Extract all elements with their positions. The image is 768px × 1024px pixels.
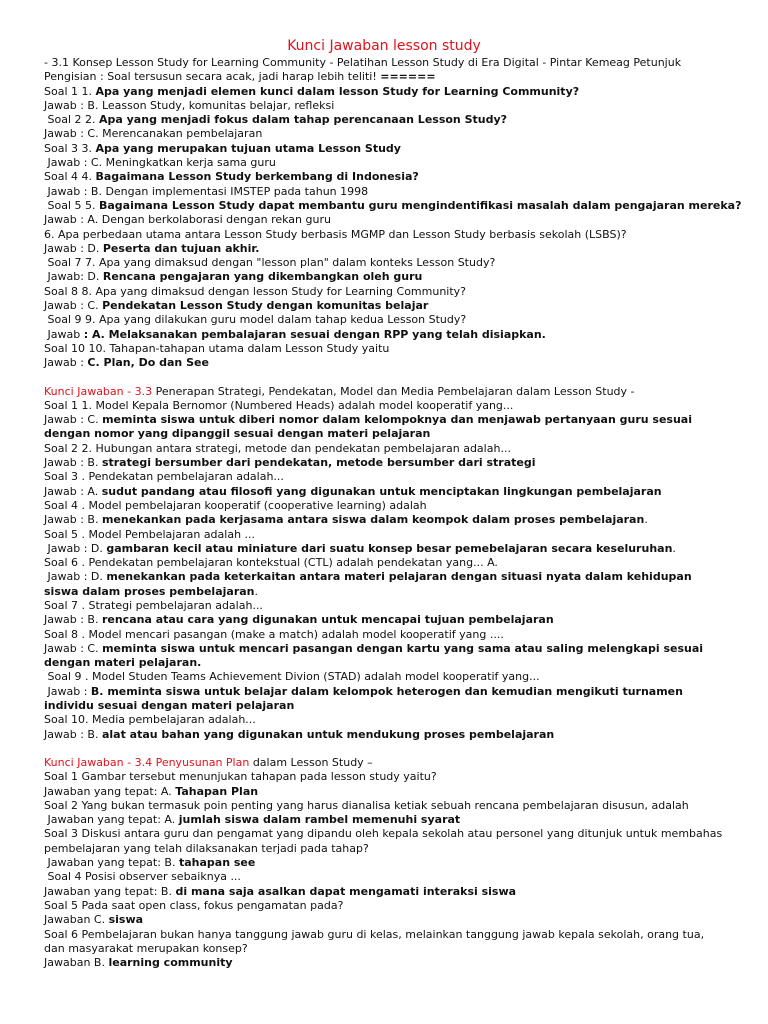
answer: Jawab : B. strategi bersumber dari pendekatan, metode bersumber dari strategi <box>44 456 536 470</box>
question: Soal 1 Gambar tersebut menunjukan tahapan pada lesson study yaitu? <box>44 770 437 784</box>
intro-line: Pengisian : Soal tersusun secara acak, jadi harap lebih teliti! ====== <box>44 70 436 84</box>
section-3-1 <box>44 56 742 371</box>
answer: Jawaban yang tepat: A. jumlah siswa dalam rambel memenuhi syarat <box>47 813 461 827</box>
answer: Jawab : C. Plan, Do dan See <box>44 356 209 370</box>
answer: Jawab : B. meminta siswa untuk belajar dalam kelompok heterogen dan kemudian mengikuti turnamen individu sesuai dengan materi pelajaran <box>44 684 683 713</box>
answer: Jawaban yang tepat: B. di mana saja asalkan dapat mengamati interaksi siswa <box>44 884 517 898</box>
section-3-4 <box>44 756 724 970</box>
question: Soal 3 Diskusi antara guru dan pengamat yang dipandu oleh kepala sekolah atau personel yang ditunjuk untuk membahas pembelajaran yang telah dilaksanakan terjadi pada tahap? <box>44 827 723 855</box>
question: Soal 8 . Model mencari pasangan (make a match) adalah model kooperatif yang .... <box>44 627 504 641</box>
question: Soal 2 2. Hubungan antara strategi, metode dan pendekatan pembelajaran adalah... <box>44 441 511 455</box>
question: Soal 7 7. Apa yang dimaksud dengan "lesson plan" dalam konteks Lesson Study? <box>47 256 496 270</box>
answer: Jawab : A. Dengan berkolaborasi dengan rekan guru <box>44 213 331 227</box>
question: Soal 10 10. Tahapan-tahapan utama dalam Lesson Study yaitu <box>44 341 390 355</box>
answer: Jawab: D. Rencana pengajaran yang dikembangkan oleh guru <box>47 270 423 284</box>
question: Soal 2 Yang bukan termasuk poin penting yang harus dianalisa ketiak sebuah rencana pembelajaran disusun, adalah <box>44 798 689 812</box>
question: Soal 1 1. Model Kepala Bernomor (Numbered Heads) adalah model kooperatif yang... <box>44 398 514 412</box>
answer: Jawab : B. menekankan pada kerjasama antara siswa dalam keompok dalam proses pembelajaran. <box>44 513 648 527</box>
answer: Jawab : D. Peserta dan tujuan akhir. <box>44 241 260 255</box>
answer: Jawaban B. learning community <box>44 956 233 970</box>
answer: Jawaban C. siswa <box>44 913 144 927</box>
question: Soal 4 4. Bagaimana Lesson Study berkembang di Indonesia? <box>44 170 419 184</box>
question: Soal 5 . Model Pembelajaran adalah ... <box>44 527 256 541</box>
answer: Jawab : D. gambaran kecil atau miniature dari suatu konsep besar pemebelajaran secara keseluruhan. <box>47 541 676 555</box>
answer: Jawab : C. Merencanakan pembelajaran <box>44 127 263 141</box>
intro-line: - 3.1 Konsep Lesson Study for Learning Community - Pelatihan Lesson Study di Era Digital - Pintar Kemeag Petunjuk <box>44 56 682 69</box>
section-3-3 <box>44 385 724 742</box>
question: Soal 5 5. Bagaimana Lesson Study dapat membantu guru mengindentifikasi masalah dalam pengajaran mereka? <box>47 198 742 212</box>
answer: Jawab : C. meminta siswa untuk diberi nomor dalam kelompoknya dan menjawab pertanyaan guru sesuai dengan nomor yang dipanggil sesuai dengan materi pelajaran <box>44 413 692 441</box>
answer: Jawaban yang tepat: A. Tahapan Plan <box>44 784 259 798</box>
question: Soal 9 . Model Studen Teams Achievement Divion (STAD) adalah model kooperatif yang... <box>47 670 540 684</box>
question: Soal 2 2. Apa yang menjadi fokus dalam tahap perencanaan Lesson Study? <box>47 113 508 127</box>
answer: Jawab : B. rencana atau cara yang digunakan untuk mencapai tujuan pembelajaran <box>44 613 554 627</box>
question: Soal 6 . Pendekatan pembelajaran kontekstual (CTL) adalah pendekatan yang... A. <box>44 556 498 570</box>
answer: Jawab : C. Pendekatan Lesson Study dengan komunitas belajar <box>44 299 429 313</box>
question: Soal 3 3. Apa yang merupakan tujuan utama Lesson Study <box>44 141 401 155</box>
question: Soal 4 Posisi observer sebaiknya ... <box>47 870 241 884</box>
answer: Jawab : B. alat atau bahan yang digunakan untuk mendukung proses pembelajaran <box>44 727 555 741</box>
answer: Jawab : B. Dengan implementasi IMSTEP pada tahun 1998 <box>47 184 369 198</box>
answer: Jawab : D. menekankan pada keterkaitan antara materi pelajaran dengan situasi nyata dalam kehidupan siswa dalam proses pembelajaran. <box>44 570 692 598</box>
question: Soal 9 9. Apa yang dilakukan guru model dalam tahap kedua Lesson Study? <box>47 313 467 327</box>
question: Soal 1 1. Apa yang menjadi elemen kunci dalam lesson Study for Learning Community? <box>44 84 580 98</box>
question: Soal 5 Pada saat open class, fokus pengamatan pada? <box>44 898 344 912</box>
section-heading: Kunci Jawaban - 3.3 Penerapan Strategi, Pendekatan, Model dan Media Pembelajaran dalam Lesson Study - <box>44 384 635 398</box>
answer: Jawab : A. sudut pandang atau filosofi yang digunakan untuk menciptakan lingkungan pembelajaran <box>44 484 662 498</box>
answer: Jawaban yang tepat: B. tahapan see <box>47 856 256 870</box>
answer: Jawab : B. Leasson Study, komunitas belajar, refleksi <box>44 98 335 112</box>
question: Soal 7 . Strategi pembelajaran adalah... <box>44 598 263 612</box>
question: Soal 3 . Pendekatan pembelajaran adalah... <box>44 470 284 484</box>
question: Soal 8 8. Apa yang dimaksud dengan lesson Study for Learning Community? <box>44 284 467 298</box>
question: Soal 4 . Model pembelajaran kooperatif (cooperative learning) adalah <box>44 498 427 512</box>
question: 6. Apa perbedaan utama antara Lesson Study berbasis MGMP dan Lesson Study berbasis sekolah (LSBS)? <box>44 227 627 241</box>
section-heading: Kunci Jawaban - 3.4 Penyusunan Plan dalam Lesson Study – <box>44 755 373 769</box>
answer: Jawab : A. Melaksanakan pembalajaran sesuai dengan RPP yang telah disiapkan. <box>47 327 546 341</box>
question: Soal 6 Pembelajaran bukan hanya tanggung jawab guru di kelas, melainkan tanggung jawab kepala sekolah, orang tua, dan masyarakat merupakan konsep? <box>44 927 705 955</box>
answer: Jawab : C. Meningkatkan kerja sama guru <box>47 156 276 170</box>
answer: Jawab : C. meminta siswa untuk mencari pasangan dengan kartu yang sama atau saling melengkapi sesuai dengan materi pelajaran. <box>44 641 704 670</box>
page-title: Kunci Jawaban lesson study <box>287 38 481 54</box>
question: Soal 10. Media pembelajaran adalah... <box>44 713 256 727</box>
